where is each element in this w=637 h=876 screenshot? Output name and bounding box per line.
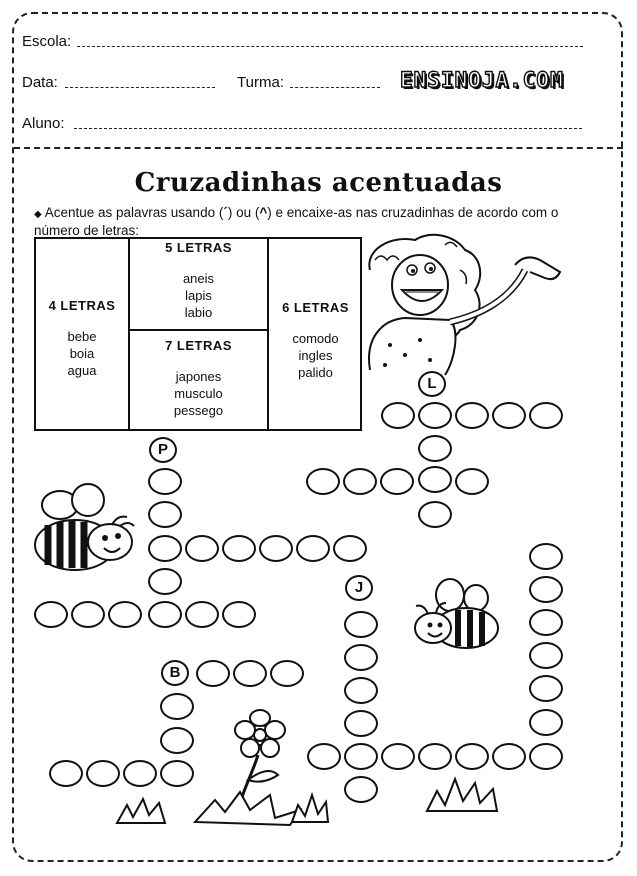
school-label: Escola: (22, 33, 72, 50)
crossword-cell[interactable] (148, 568, 182, 595)
crossword-cell[interactable] (71, 601, 105, 628)
crossword-cell[interactable] (343, 468, 377, 495)
student-label: Aluno: (22, 115, 65, 132)
girl-illustration (360, 230, 575, 380)
bullet-icon: ◆ (34, 209, 42, 220)
table-divider (128, 329, 269, 331)
crossword-cell[interactable] (344, 743, 378, 770)
grass-illustration (425, 775, 500, 815)
crossword-cell[interactable] (344, 611, 378, 638)
crossword-cell[interactable] (492, 743, 526, 770)
crossword-cell[interactable] (380, 468, 414, 495)
crossword-cell[interactable] (196, 660, 230, 687)
crossword-cell[interactable] (86, 760, 120, 787)
crossword-cell[interactable] (307, 743, 341, 770)
instruction-text: ◆ Acentue as palavras usando (´) ou (^) e encaixe-as nas cruzadinhas de acordo com o número de letras: (34, 205, 559, 238)
crossword-cell[interactable] (108, 601, 142, 628)
crossword-cell[interactable] (492, 402, 526, 429)
worksheet-border (12, 12, 623, 862)
bee-illustration (30, 470, 140, 580)
word-group-5-letters: 5 LETRAS aneis lapis labio (128, 239, 269, 321)
crossword-cell[interactable] (259, 535, 293, 562)
word-item: musculo (174, 386, 223, 401)
page-title: Cruzadinhas acentuadas (134, 168, 503, 198)
word-item: agua (67, 363, 97, 378)
crossword-cell[interactable] (148, 601, 182, 628)
word-item: ingles (298, 348, 333, 363)
crossword-cell[interactable] (529, 576, 563, 603)
word-item: lapis (185, 288, 212, 303)
crossword-cell[interactable] (529, 609, 563, 636)
crossword-cell[interactable] (185, 535, 219, 562)
crossword-cell[interactable] (455, 468, 489, 495)
crossword-cell[interactable] (49, 760, 83, 787)
crossword-cell[interactable] (381, 402, 415, 429)
crossword-cell[interactable] (160, 760, 194, 787)
crossword-cell[interactable] (344, 710, 378, 737)
crossword-cell[interactable] (344, 776, 378, 803)
crossword-cell[interactable] (34, 601, 68, 628)
crossword-cell[interactable] (418, 743, 452, 770)
crossword-cell[interactable] (455, 402, 489, 429)
crossword-cell[interactable] (148, 468, 182, 495)
student-field[interactable] (74, 128, 582, 129)
word-item: comodo (292, 331, 339, 346)
crossword-cell[interactable] (148, 535, 182, 562)
clue-letter-j: J (345, 575, 373, 601)
word-item: bebe (67, 329, 97, 344)
word-item: pessego (173, 403, 224, 418)
crossword-cell[interactable] (185, 601, 219, 628)
circumflex-accent-symbol: ^ (259, 205, 268, 220)
grass-illustration (290, 790, 330, 825)
word-bank-table (34, 237, 362, 431)
word-item: labio (184, 305, 213, 320)
crossword-cell[interactable] (418, 402, 452, 429)
crossword-cell[interactable] (233, 660, 267, 687)
crossword-cell[interactable] (344, 644, 378, 671)
crossword-cell[interactable] (160, 693, 194, 720)
crossword-cell[interactable] (529, 543, 563, 570)
crossword-cell[interactable] (529, 402, 563, 429)
clue-letter-p: P (149, 437, 177, 463)
grass-illustration (115, 795, 170, 825)
crossword-cell[interactable] (222, 535, 256, 562)
school-field[interactable] (77, 46, 583, 47)
crossword-cell[interactable] (529, 743, 563, 770)
crossword-cell[interactable] (418, 501, 452, 528)
crossword-cell[interactable] (529, 642, 563, 669)
crossword-cell[interactable] (148, 501, 182, 528)
crossword-cell[interactable] (333, 535, 367, 562)
crossword-cell[interactable] (344, 677, 378, 704)
crossword-cell[interactable] (418, 466, 452, 493)
crossword-cell[interactable] (160, 727, 194, 754)
clue-letter-l: L (418, 371, 446, 397)
clue-letter-b: B (161, 660, 189, 686)
header-separator (14, 147, 623, 149)
acute-accent-symbol: ´ (223, 205, 228, 220)
crossword-cell[interactable] (529, 709, 563, 736)
class-label: Turma: (237, 74, 284, 91)
crossword-cell[interactable] (418, 435, 452, 462)
word-group-6-letters: 6 LETRAS comodo ingles palido (269, 299, 362, 381)
word-group-7-letters: 7 LETRAS japones musculo pessego (128, 337, 269, 419)
date-field[interactable] (65, 87, 215, 88)
crossword-cell[interactable] (306, 468, 340, 495)
crossword-cell[interactable] (296, 535, 330, 562)
word-item: boia (69, 346, 95, 361)
crossword-cell[interactable] (222, 601, 256, 628)
crossword-cell[interactable] (455, 743, 489, 770)
bee-illustration (408, 570, 503, 655)
word-item: aneis (182, 271, 215, 286)
crossword-cell[interactable] (123, 760, 157, 787)
crossword-cell[interactable] (270, 660, 304, 687)
date-label: Data: (22, 74, 58, 91)
crossword-cell[interactable] (381, 743, 415, 770)
brand-logo: ENSINOJA.COM (400, 68, 564, 92)
word-item: japones (175, 369, 222, 384)
crossword-cell[interactable] (529, 675, 563, 702)
word-item: palido (298, 365, 333, 380)
class-field[interactable] (290, 87, 380, 88)
word-group-4-letters: 4 LETRAS bebe boia agua (36, 297, 128, 379)
